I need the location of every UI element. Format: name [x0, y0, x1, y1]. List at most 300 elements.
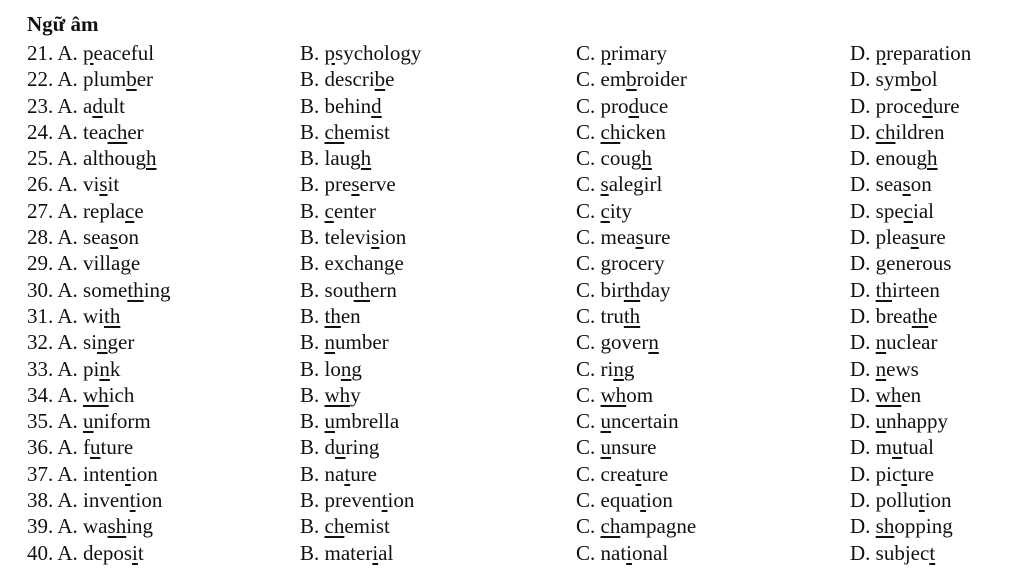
underlined-letters: c — [324, 198, 334, 223]
answer-option — [850, 93, 960, 119]
option-word: season — [875, 172, 932, 197]
underlined-letters: i — [626, 540, 633, 565]
underlined-letters: gh — [135, 146, 157, 171]
underlined-letters: ch — [875, 119, 896, 144]
option-letter: B. — [300, 119, 325, 144]
answer-option — [300, 487, 414, 513]
option-word: teacher — [83, 119, 144, 144]
answer-option — [27, 434, 133, 460]
underlined-letters: wh — [875, 382, 902, 407]
underlined-letters: d — [92, 93, 103, 118]
underlined-letters: c — [600, 198, 610, 223]
underlined-letters: n — [99, 356, 110, 381]
answer-option — [576, 250, 665, 276]
question-row — [27, 434, 1017, 460]
underlined-letters: ch — [600, 514, 621, 539]
answer-option — [300, 93, 382, 119]
underlined-letters: b — [626, 67, 637, 92]
answer-option — [300, 250, 404, 276]
option-letter: B. — [300, 303, 325, 328]
option-letter: B. — [300, 225, 325, 250]
option-letter: A. — [57, 146, 84, 171]
option-letter: B. — [300, 356, 325, 381]
option-letter: A. — [57, 225, 84, 250]
option-word: adult — [83, 93, 126, 118]
question-number: 39. — [27, 514, 58, 539]
underlined-letters: th — [104, 303, 121, 328]
underlined-letters: s — [635, 225, 644, 250]
option-letter: B. — [300, 251, 325, 276]
answer-option — [850, 356, 919, 382]
option-letter: D. — [850, 330, 876, 355]
option-word: preserve — [324, 172, 396, 197]
option-word: prevention — [324, 488, 415, 513]
question-row — [27, 382, 1017, 408]
underlined-letters: s — [109, 225, 119, 250]
underlined-letters: s — [600, 172, 609, 197]
underlined-letters: g — [600, 251, 612, 276]
option-letter: A. — [57, 540, 84, 565]
underlined-letters: u — [335, 435, 346, 460]
underlined-letters: b — [126, 67, 137, 92]
underlined-letters: th — [623, 303, 641, 328]
underlined-letters: n — [340, 356, 352, 381]
option-letter: A. — [57, 93, 84, 118]
option-word: southern — [324, 277, 397, 302]
option-letter: C. — [576, 146, 601, 171]
option-letter: B. — [300, 146, 325, 171]
option-letter: A. — [57, 461, 84, 486]
answer-option — [300, 356, 362, 382]
option-word: subject — [875, 540, 936, 565]
answer-option — [300, 171, 396, 197]
option-letter: C. — [576, 382, 601, 407]
answer-option — [27, 487, 162, 513]
option-letter: D. — [850, 67, 876, 92]
option-letter: A. — [57, 303, 84, 328]
option-word: peaceful — [83, 41, 155, 65]
answer-option — [850, 513, 953, 539]
option-letter: A. — [57, 67, 84, 92]
option-letter: D. — [850, 488, 876, 513]
question-number: 21. — [27, 41, 58, 65]
underlined-letters: i — [372, 540, 379, 565]
option-word: during — [324, 435, 380, 460]
question-row — [27, 277, 1017, 303]
answer-option — [576, 513, 696, 539]
answer-option — [27, 40, 154, 66]
option-letter: C. — [576, 172, 601, 197]
option-word: nature — [324, 461, 378, 486]
option-word: generous — [875, 251, 952, 276]
option-letter: C. — [576, 461, 601, 486]
underlined-letters: sh — [875, 514, 895, 539]
underlined-letters: t — [635, 461, 642, 486]
option-letter: A. — [57, 119, 84, 144]
question-list — [27, 40, 1017, 566]
answer-option — [576, 93, 668, 119]
option-letter: A. — [57, 198, 84, 223]
option-word: embroider — [600, 67, 687, 92]
answer-option — [300, 198, 376, 224]
option-word: unhappy — [875, 409, 948, 434]
underlined-letters: t — [381, 488, 388, 513]
option-letter: D. — [850, 540, 876, 565]
option-letter: D. — [850, 303, 876, 328]
option-word: center — [324, 198, 376, 223]
question-number: 22. — [27, 67, 58, 92]
option-word: chemist — [324, 119, 390, 144]
option-letter: B. — [300, 67, 325, 92]
option-letter: D. — [850, 251, 876, 276]
underlined-letters: ch — [324, 514, 345, 539]
option-letter: C. — [576, 488, 601, 513]
underlined-letters: s — [351, 172, 360, 197]
option-letter: A. — [57, 251, 84, 276]
answer-option — [27, 513, 153, 539]
option-word: creature — [600, 461, 669, 486]
option-letter: C. — [576, 67, 601, 92]
underlined-letters: u — [600, 435, 612, 460]
option-letter: C. — [576, 409, 601, 434]
answer-option — [576, 171, 662, 197]
underlined-letters: c — [125, 198, 135, 223]
option-word: shopping — [875, 514, 953, 539]
answer-option — [27, 540, 144, 566]
underlined-letters: s — [99, 172, 108, 197]
answer-option — [850, 487, 952, 513]
underlined-letters: d — [371, 93, 382, 118]
underlined-letters: n — [324, 330, 336, 355]
answer-option — [850, 171, 932, 197]
underlined-letters: n — [97, 330, 108, 355]
underlined-letters: sh — [107, 514, 127, 539]
underlined-letters: d — [922, 93, 933, 118]
option-word: chicken — [600, 119, 666, 144]
option-letter: C. — [576, 540, 601, 565]
option-letter: C. — [576, 514, 601, 539]
answer-option — [576, 119, 666, 145]
answer-option — [300, 434, 379, 460]
underlined-letters: u — [875, 409, 887, 434]
question-number: 29. — [27, 251, 58, 276]
answer-option — [27, 224, 139, 250]
underlined-letters: g — [383, 251, 395, 276]
option-letter: D. — [850, 356, 876, 381]
option-word: television — [324, 225, 407, 250]
question-row — [27, 171, 1017, 197]
section-heading: Ngữ âm — [27, 12, 99, 36]
option-letter: B. — [300, 488, 325, 513]
option-letter: A. — [57, 330, 84, 355]
answer-option — [27, 66, 153, 92]
answer-option — [850, 66, 938, 92]
underlined-letters: p — [83, 41, 94, 65]
underlined-letters: d — [628, 93, 640, 118]
underlined-letters: u — [324, 409, 336, 434]
answer-option — [27, 119, 144, 145]
question-number: 40. — [27, 540, 58, 565]
option-word: ring — [600, 356, 635, 381]
option-word: picture — [875, 461, 934, 486]
option-letter: C. — [576, 435, 601, 460]
underlined-letters: t — [344, 461, 351, 486]
option-word: pleasure — [875, 225, 946, 250]
option-letter: C. — [576, 356, 601, 381]
answer-option — [576, 145, 652, 171]
underlined-letters: t — [929, 540, 936, 565]
option-word: singer — [83, 330, 135, 355]
option-word: which — [83, 382, 135, 407]
option-word: exchange — [324, 251, 404, 276]
option-letter: D. — [850, 277, 876, 302]
option-word: govern — [600, 330, 659, 355]
option-letter: C. — [576, 198, 601, 223]
answer-option — [576, 487, 673, 513]
underlined-letters: n — [875, 356, 887, 381]
underlined-letters: u — [892, 435, 903, 460]
answer-option — [576, 540, 668, 566]
option-letter: D. — [850, 119, 876, 144]
option-letter: D. — [850, 409, 876, 434]
answer-option — [850, 329, 937, 355]
answer-option — [300, 40, 421, 66]
question-row — [27, 461, 1017, 487]
option-letter: B. — [300, 277, 325, 302]
question-number: 34. — [27, 382, 58, 407]
option-letter: C. — [576, 93, 601, 118]
option-word: nuclear — [875, 330, 938, 355]
answer-option — [576, 66, 687, 92]
option-letter: D. — [850, 172, 876, 197]
answer-option — [576, 198, 632, 224]
option-word: enough — [875, 146, 938, 171]
underlined-letters: wh — [83, 382, 109, 407]
option-letter: D. — [850, 146, 876, 171]
option-word: equation — [600, 488, 673, 513]
underlined-letters: b — [374, 67, 386, 92]
answer-option — [27, 382, 134, 408]
underlined-letters: u — [90, 435, 101, 460]
answer-option — [27, 145, 157, 171]
option-letter: B. — [300, 172, 325, 197]
underlined-letters: p — [875, 41, 887, 65]
underlined-letters: ch — [600, 119, 621, 144]
underlined-letters: s — [910, 225, 919, 250]
answer-option — [850, 277, 940, 303]
question-number: 24. — [27, 119, 58, 144]
option-word: uncertain — [600, 409, 679, 434]
answer-option — [300, 303, 361, 329]
option-word: thirteen — [875, 277, 940, 302]
option-letter: B. — [300, 382, 325, 407]
option-letter: C. — [576, 303, 601, 328]
option-word: why — [324, 382, 361, 407]
question-number: 31. — [27, 303, 58, 328]
option-word: birthday — [600, 277, 671, 302]
question-number: 32. — [27, 330, 58, 355]
option-word: uniform — [83, 409, 151, 434]
option-letter: A. — [57, 435, 84, 460]
underlined-letters: p — [324, 41, 336, 65]
question-number: 23. — [27, 93, 58, 118]
answer-option — [27, 171, 119, 197]
answer-option — [300, 540, 393, 566]
underlined-letters: gh — [350, 146, 372, 171]
question-number: 33. — [27, 356, 58, 381]
answer-option — [576, 434, 657, 460]
answer-option — [850, 224, 946, 250]
option-letter: A. — [57, 277, 84, 302]
option-word: whom — [600, 382, 654, 407]
question-row — [27, 66, 1017, 92]
option-word: intention — [83, 461, 158, 486]
answer-option — [576, 461, 668, 487]
option-letter: B. — [300, 514, 325, 539]
option-word: village — [83, 251, 141, 276]
option-letter: D. — [850, 435, 876, 460]
underlined-letters: th — [127, 277, 144, 302]
option-letter: A. — [57, 409, 84, 434]
answer-option — [300, 224, 406, 250]
option-word: plumber — [83, 67, 154, 92]
underlined-letters: p — [600, 41, 612, 65]
underlined-letters: t — [901, 461, 908, 486]
answer-option — [850, 461, 934, 487]
underlined-letters: gh — [916, 146, 938, 171]
option-word: salegirl — [600, 172, 663, 197]
answer-option — [576, 408, 679, 434]
option-word: mutual — [875, 435, 935, 460]
underlined-letters: th — [911, 303, 929, 328]
option-word: champagne — [600, 514, 697, 539]
question-row — [27, 224, 1017, 250]
option-word: cough — [600, 146, 652, 171]
underlined-letters: g — [875, 251, 887, 276]
option-word: invention — [83, 488, 163, 513]
underlined-letters: t — [125, 461, 131, 486]
underlined-letters: b — [910, 67, 922, 92]
option-word: replace — [83, 198, 144, 223]
option-word: future — [83, 435, 134, 460]
option-letter: D. — [850, 225, 876, 250]
answer-option — [576, 382, 653, 408]
option-word: chemist — [324, 514, 390, 539]
answer-option — [850, 408, 948, 434]
answer-option — [300, 119, 390, 145]
underlined-letters: t — [918, 488, 925, 513]
underlined-letters: t — [129, 488, 136, 513]
underlined-letters: t — [640, 488, 647, 513]
answer-option — [576, 40, 667, 66]
answer-option — [850, 40, 971, 66]
option-word: behind — [324, 93, 382, 118]
question-row — [27, 40, 1017, 66]
underlined-letters: g — [120, 251, 131, 276]
underlined-letters: wh — [324, 382, 351, 407]
answer-option — [850, 303, 937, 329]
option-word: city — [600, 198, 633, 223]
question-row — [27, 198, 1017, 224]
question-number: 26. — [27, 172, 58, 197]
option-letter: D. — [850, 461, 876, 486]
option-letter: B. — [300, 435, 325, 460]
answer-option — [300, 329, 389, 355]
question-number: 30. — [27, 277, 58, 302]
underlined-letters: wh — [600, 382, 627, 407]
question-row — [27, 119, 1017, 145]
answer-option — [27, 250, 140, 276]
option-word: visit — [83, 172, 120, 197]
underlined-letters: th — [324, 303, 341, 328]
underlined-letters: ch — [107, 119, 128, 144]
question-row — [27, 487, 1017, 513]
option-letter: C. — [576, 330, 601, 355]
option-letter: C. — [576, 225, 601, 250]
option-word: truth — [600, 303, 641, 328]
option-letter: A. — [57, 41, 84, 65]
answer-option — [576, 303, 640, 329]
question-row — [27, 513, 1017, 539]
option-letter: B. — [300, 93, 325, 118]
option-word: material — [324, 540, 394, 565]
option-word: when — [875, 382, 922, 407]
option-letter: B. — [300, 409, 325, 434]
option-word: washing — [83, 514, 154, 539]
option-word: season — [83, 225, 140, 250]
option-letter: C. — [576, 119, 601, 144]
option-word: laugh — [324, 146, 372, 171]
option-letter: A. — [57, 488, 84, 513]
option-letter: D. — [850, 41, 876, 65]
question-number: 36. — [27, 435, 58, 460]
option-letter: C. — [576, 251, 601, 276]
answer-option — [300, 145, 371, 171]
answer-option — [300, 277, 397, 303]
underlined-letters: s — [902, 172, 911, 197]
option-letter: A. — [57, 514, 84, 539]
question-row — [27, 408, 1017, 434]
question-number: 25. — [27, 146, 58, 171]
question-number: 38. — [27, 488, 58, 513]
underlined-letters: th — [353, 277, 371, 302]
underlined-letters: n — [648, 330, 659, 355]
option-word: umbrella — [324, 409, 400, 434]
option-letter: D. — [850, 514, 876, 539]
answer-option — [27, 408, 151, 434]
option-word: produce — [600, 93, 669, 118]
option-word: deposit — [83, 540, 144, 565]
question-number: 28. — [27, 225, 58, 250]
option-word: national — [600, 540, 669, 565]
answer-option — [27, 303, 120, 329]
option-word: something — [83, 277, 171, 302]
option-word: special — [875, 198, 934, 223]
underlined-letters: i — [132, 540, 138, 565]
question-row — [27, 329, 1017, 355]
question-row — [27, 250, 1017, 276]
option-word: measure — [600, 225, 671, 250]
underlined-letters: u — [600, 409, 612, 434]
question-row — [27, 540, 1017, 566]
option-letter: A. — [57, 382, 84, 407]
option-letter: D. — [850, 93, 876, 118]
option-word: pollution — [875, 488, 952, 513]
answer-option — [27, 93, 125, 119]
option-word: procedure — [875, 93, 960, 118]
underlined-letters: n — [875, 330, 887, 355]
option-word: long — [324, 356, 362, 381]
